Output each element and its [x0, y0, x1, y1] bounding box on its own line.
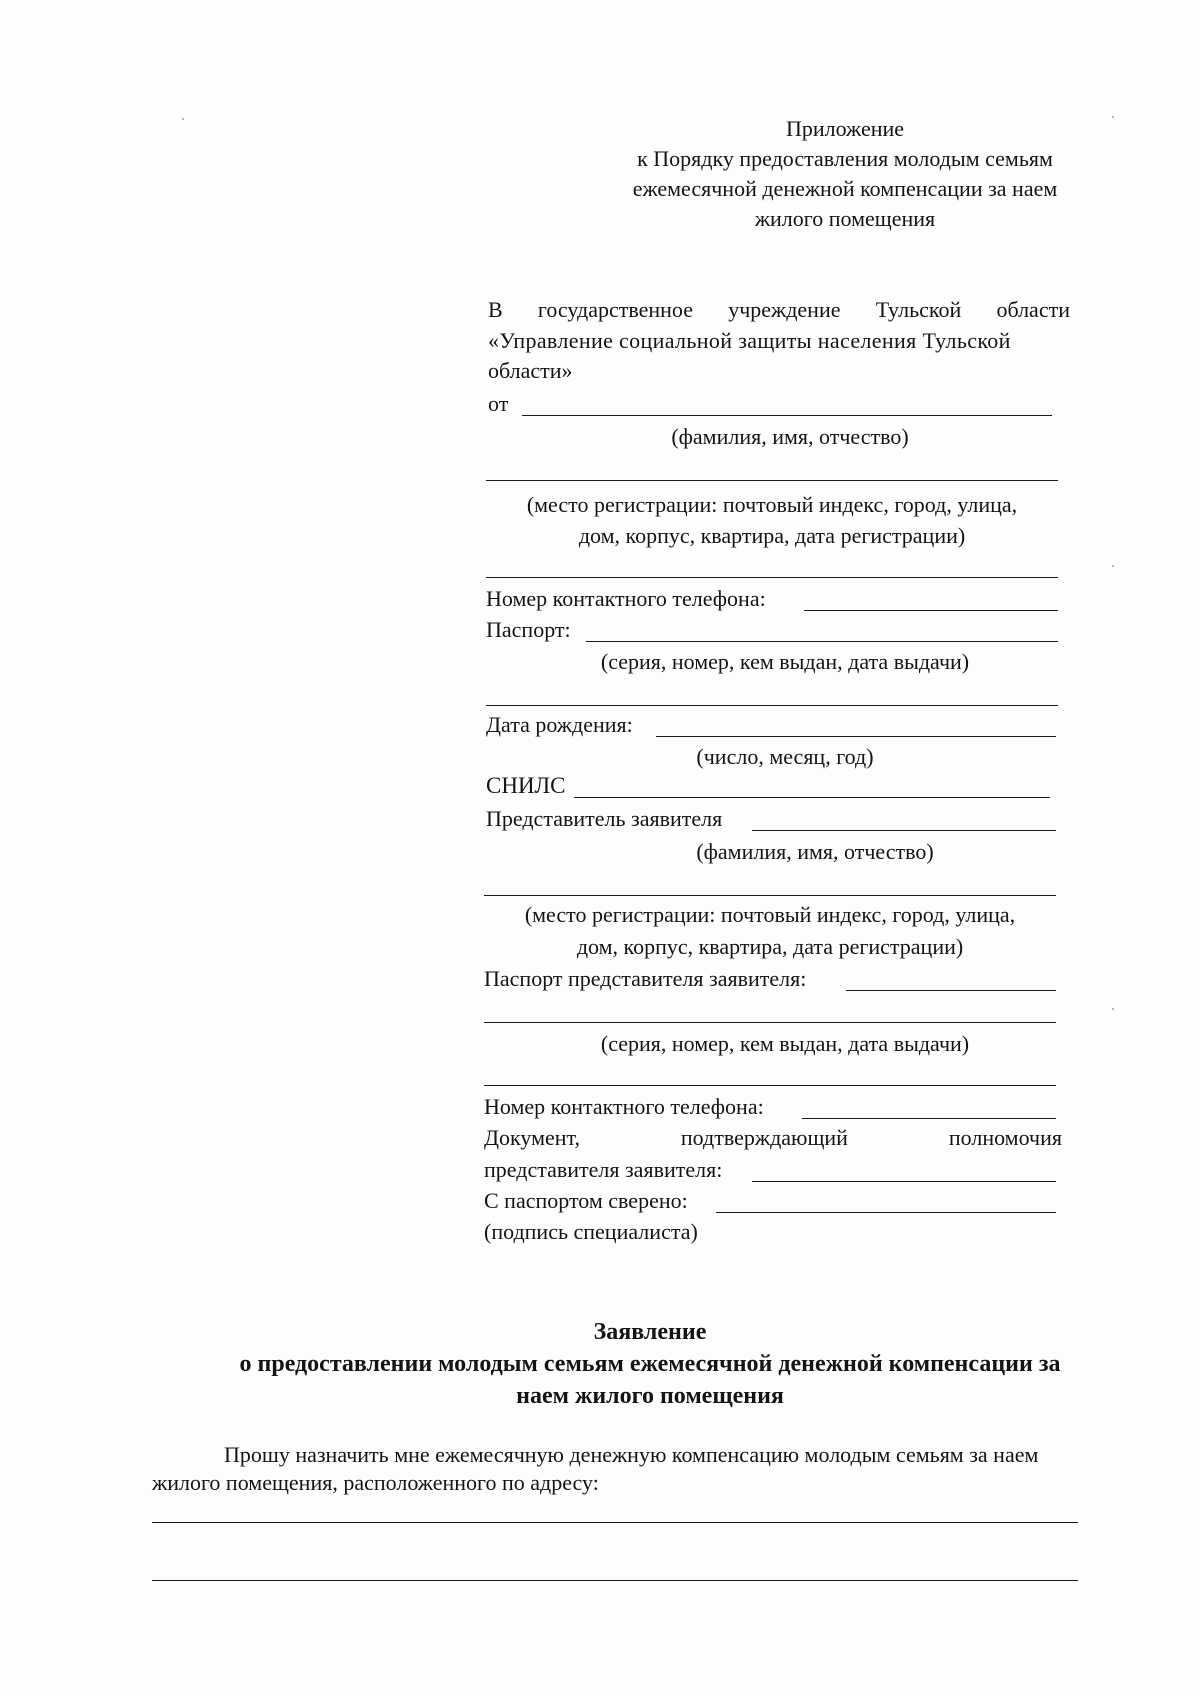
residence-address-field-2[interactable] — [152, 1580, 1078, 1581]
applicant-phone-label: Номер контактного телефона: — [486, 586, 766, 611]
representative-phone-field[interactable] — [802, 1118, 1056, 1119]
addressee-line-3: области» — [488, 358, 573, 383]
scan-speck — [182, 118, 184, 120]
addressee-line-1 — [488, 296, 1070, 324]
applicant-passport-field[interactable] — [586, 641, 1058, 642]
representative-name-field[interactable] — [752, 830, 1056, 831]
applicant-registration-hint-1: (место регистрации: почтовый индекс, город, улица, — [526, 492, 1018, 517]
addressee-word: учреждение — [728, 297, 841, 322]
applicant-name-field[interactable] — [522, 415, 1052, 416]
authority-document-field[interactable] — [752, 1181, 1056, 1182]
applicant-registration-field-2[interactable] — [486, 577, 1058, 578]
representative-passport-label: Паспорт представителя заявителя: — [484, 966, 807, 991]
statement-title: Заявление — [593, 1319, 707, 1345]
representative-registration-hint-1: (место регистрации: почтовый индекс, город, улица, — [524, 902, 1016, 927]
representative-passport-field-2[interactable] — [484, 1022, 1056, 1023]
applicant-passport-field-2[interactable] — [486, 705, 1058, 706]
scan-speck — [1112, 1008, 1114, 1010]
birth-date-label: Дата рождения: — [486, 712, 633, 737]
addressee-word: области — [996, 297, 1070, 322]
authority-word: подтверждающий — [680, 1125, 848, 1150]
representative-registration-field[interactable] — [484, 895, 1056, 896]
representative-label: Представитель заявителя — [486, 806, 723, 831]
applicant-registration-field[interactable] — [486, 480, 1058, 481]
representative-passport-hint: (серия, номер, кем выдан, дата выдачи) — [600, 1031, 970, 1056]
appendix-header — [600, 114, 1090, 234]
passport-verified-label: С паспортом сверено: — [484, 1188, 688, 1213]
residence-address-field[interactable] — [152, 1522, 1078, 1523]
appendix-line: жилого помещения — [754, 206, 936, 231]
applicant-name-hint: (фамилия, имя, отчество) — [671, 424, 909, 449]
birth-date-field[interactable] — [656, 736, 1056, 737]
snils-label: СНИЛС — [486, 773, 566, 798]
snils-field[interactable] — [574, 797, 1050, 798]
passport-verified-field[interactable] — [716, 1212, 1056, 1213]
statement-body-line-1: Прошу назначить мне ежемесячную денежную компенсацию молодым семьям за наем — [224, 1442, 1039, 1467]
representative-registration-hint-2: дом, корпус, квартира, дата регистрации) — [576, 934, 964, 959]
statement-subtitle-2: наем жилого помещения — [516, 1383, 784, 1409]
authority-document-label: представителя заявителя: — [484, 1157, 723, 1182]
appendix-line: ежемесячной денежной компенсации за наем — [632, 176, 1058, 201]
applicant-passport-hint: (серия, номер, кем выдан, дата выдачи) — [600, 649, 970, 674]
authority-word: полномочия — [948, 1125, 1062, 1150]
authority-word: Документ, — [484, 1125, 581, 1150]
addressee-word: Тульской — [875, 297, 962, 322]
addressee-word: государственное — [537, 297, 693, 322]
specialist-signature-hint: (подпись специалиста) — [484, 1219, 698, 1244]
statement-subtitle-1: о предоставлении молодым семьям ежемесячной денежной компенсации за — [239, 1351, 1061, 1377]
representative-passport-field[interactable] — [846, 990, 1056, 991]
applicant-phone-field[interactable] — [804, 610, 1058, 611]
authority-document-line — [484, 1124, 1062, 1152]
applicant-passport-label: Паспорт: — [486, 617, 571, 642]
birth-date-hint: (число, месяц, год) — [696, 744, 874, 769]
representative-passport-field-3[interactable] — [484, 1085, 1056, 1086]
addressee-word: В — [488, 297, 503, 322]
applicant-registration-hint-2: дом, корпус, квартира, дата регистрации) — [578, 523, 966, 548]
representative-phone-label: Номер контактного телефона: — [484, 1094, 764, 1119]
scan-speck — [1112, 116, 1114, 118]
scan-speck — [1112, 565, 1114, 567]
appendix-title: Приложение — [785, 116, 905, 141]
appendix-line: к Порядку предоставления молодым семьям — [637, 146, 1053, 171]
statement-body-line-2: жилого помещения, расположенного по адресу: — [152, 1470, 599, 1495]
addressee-line-2: «Управление социальной защиты населения Тульской — [488, 328, 1011, 353]
from-label: от — [488, 391, 509, 416]
representative-name-hint: (фамилия, имя, отчество) — [696, 839, 934, 864]
